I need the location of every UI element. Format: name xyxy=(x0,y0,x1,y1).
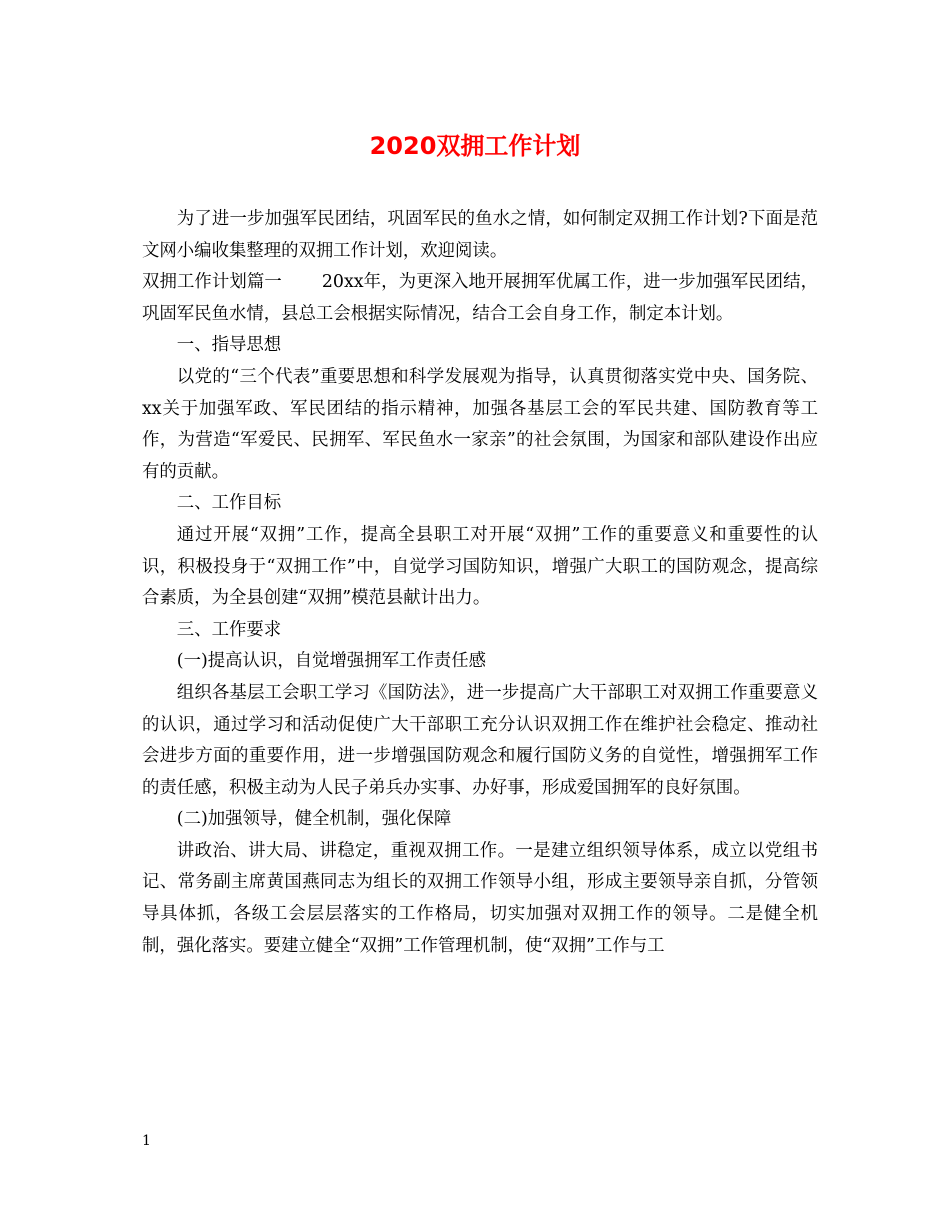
paragraph-raise-awareness: 组织各基层工会职工学习《国防法》，进一步提高广大干部职工对双拥工作重要意义的认识，通过学习和活动促使广大干部职工充分认识双拥工作在维护社会稳定、推动社会进步方面的重要作用，进一步增强国防观念和履行国防义务的自觉性，增强拥军工作的责任感，积极主动为人民子弟兵办实事、办好事，形成爱国拥军的良好氛围。 xyxy=(142,682,818,798)
subheading-strengthen-leadership: (二)加强领导，健全机制，强化保障 xyxy=(176,809,452,830)
paragraph-guiding-thought: 以党的“三个代表”重要思想和科学发展观为指导，认真贯彻落实党中央、国务院、xx关于加强军政、军民团结的指示精神，加强各基层工会的军民共建、国防教育等工作，为营造“军爱民、民拥军、军民鱼水一家亲”的社会氛围，为国家和部队建设作出应有的贡献。 xyxy=(142,366,818,482)
part-label: 双拥工作计划篇一 xyxy=(142,272,282,293)
paragraph-strengthen-leadership: 讲政治、讲大局、讲稳定，重视双拥工作。一是建立组织领导体系，成立以党组书记、常务副主席黄国燕同志为组长的双拥工作领导小组，形成主要领导亲自抓，分管领导具体抓，各级工会层层落实的工作格局，切实加强对双拥工作的领导。二是健全机制，强化落实。要建立健全“双拥”工作管理机制，使“双拥”工作与工 xyxy=(142,840,818,956)
section-heading-work-requirements: 三、工作要求 xyxy=(176,619,282,640)
paragraph-work-goals: 通过开展“双拥”工作，提高全县职工对开展“双拥”工作的重要意义和重要性的认识，积极投身于“双拥工作”中，自觉学习国防知识，增强广大职工的国防观念，提高综合素质，为全县创建“双拥”模范县献计出力。 xyxy=(142,524,818,609)
section-heading-work-goals: 二、工作目标 xyxy=(176,493,282,514)
intro-paragraph: 为了进一步加强军民团结，巩固军民的鱼水之情，如何制定双拥工作计划?下面是范文网小编收集整理的双拥工作计划，欢迎阅读。 xyxy=(142,209,818,261)
page-number: 1 xyxy=(142,1133,151,1149)
document-body xyxy=(142,204,818,962)
page-title: 2020双拥工作计划 xyxy=(369,132,581,160)
part-one-paragraph xyxy=(142,267,818,330)
section-heading-guiding-thought: 一、指导思想 xyxy=(176,335,282,356)
subheading-raise-awareness: (一)提高认识，自觉增强拥军工作责任感 xyxy=(176,651,487,672)
part-text: 20xx年，为更深入地开展拥军优属工作，进一步加强军民团结，巩固军民鱼水情，县总工会根据实际情况，结合工会自身工作，制定本计划。 xyxy=(142,272,818,324)
